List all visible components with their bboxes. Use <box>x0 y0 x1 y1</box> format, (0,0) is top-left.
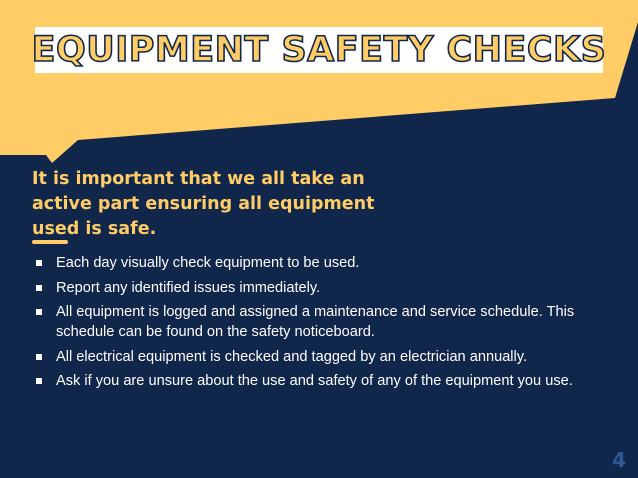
square-bullet-icon <box>36 260 42 266</box>
square-bullet-icon <box>36 285 42 291</box>
list-item <box>36 278 606 298</box>
bullet-text: All equipment is logged and assigned a maintenance and service schedule. This schedule can be found on the safety noticeboard. <box>56 304 575 340</box>
bullet-text: All electrical equipment is checked and tagged by an electrician annually. <box>56 348 528 365</box>
bullet-list <box>36 253 606 396</box>
square-bullet-icon <box>36 309 42 315</box>
bullet-text: Each day visually check equipment to be used. <box>56 255 360 271</box>
slide-title: EQUIPMENT SAFETY CHECKS <box>31 29 607 70</box>
intro-text: It is important that we all take an active part ensuring all equipment used is safe. <box>32 169 375 239</box>
bullet-text: Report any identified issues immediately. <box>56 279 321 296</box>
bullet-text: Ask if you are unsure about the use and safety of any of the equipment you use. <box>56 373 573 389</box>
title-box <box>31 27 607 73</box>
intro-underline <box>32 240 68 244</box>
square-bullet-icon <box>36 354 42 360</box>
page-number: 4 <box>612 448 626 472</box>
list-item <box>36 302 606 342</box>
speech-bubble-shape <box>0 0 638 163</box>
list-item <box>36 371 606 391</box>
square-bullet-icon <box>36 378 42 384</box>
list-item <box>36 347 606 367</box>
list-item <box>36 253 606 273</box>
